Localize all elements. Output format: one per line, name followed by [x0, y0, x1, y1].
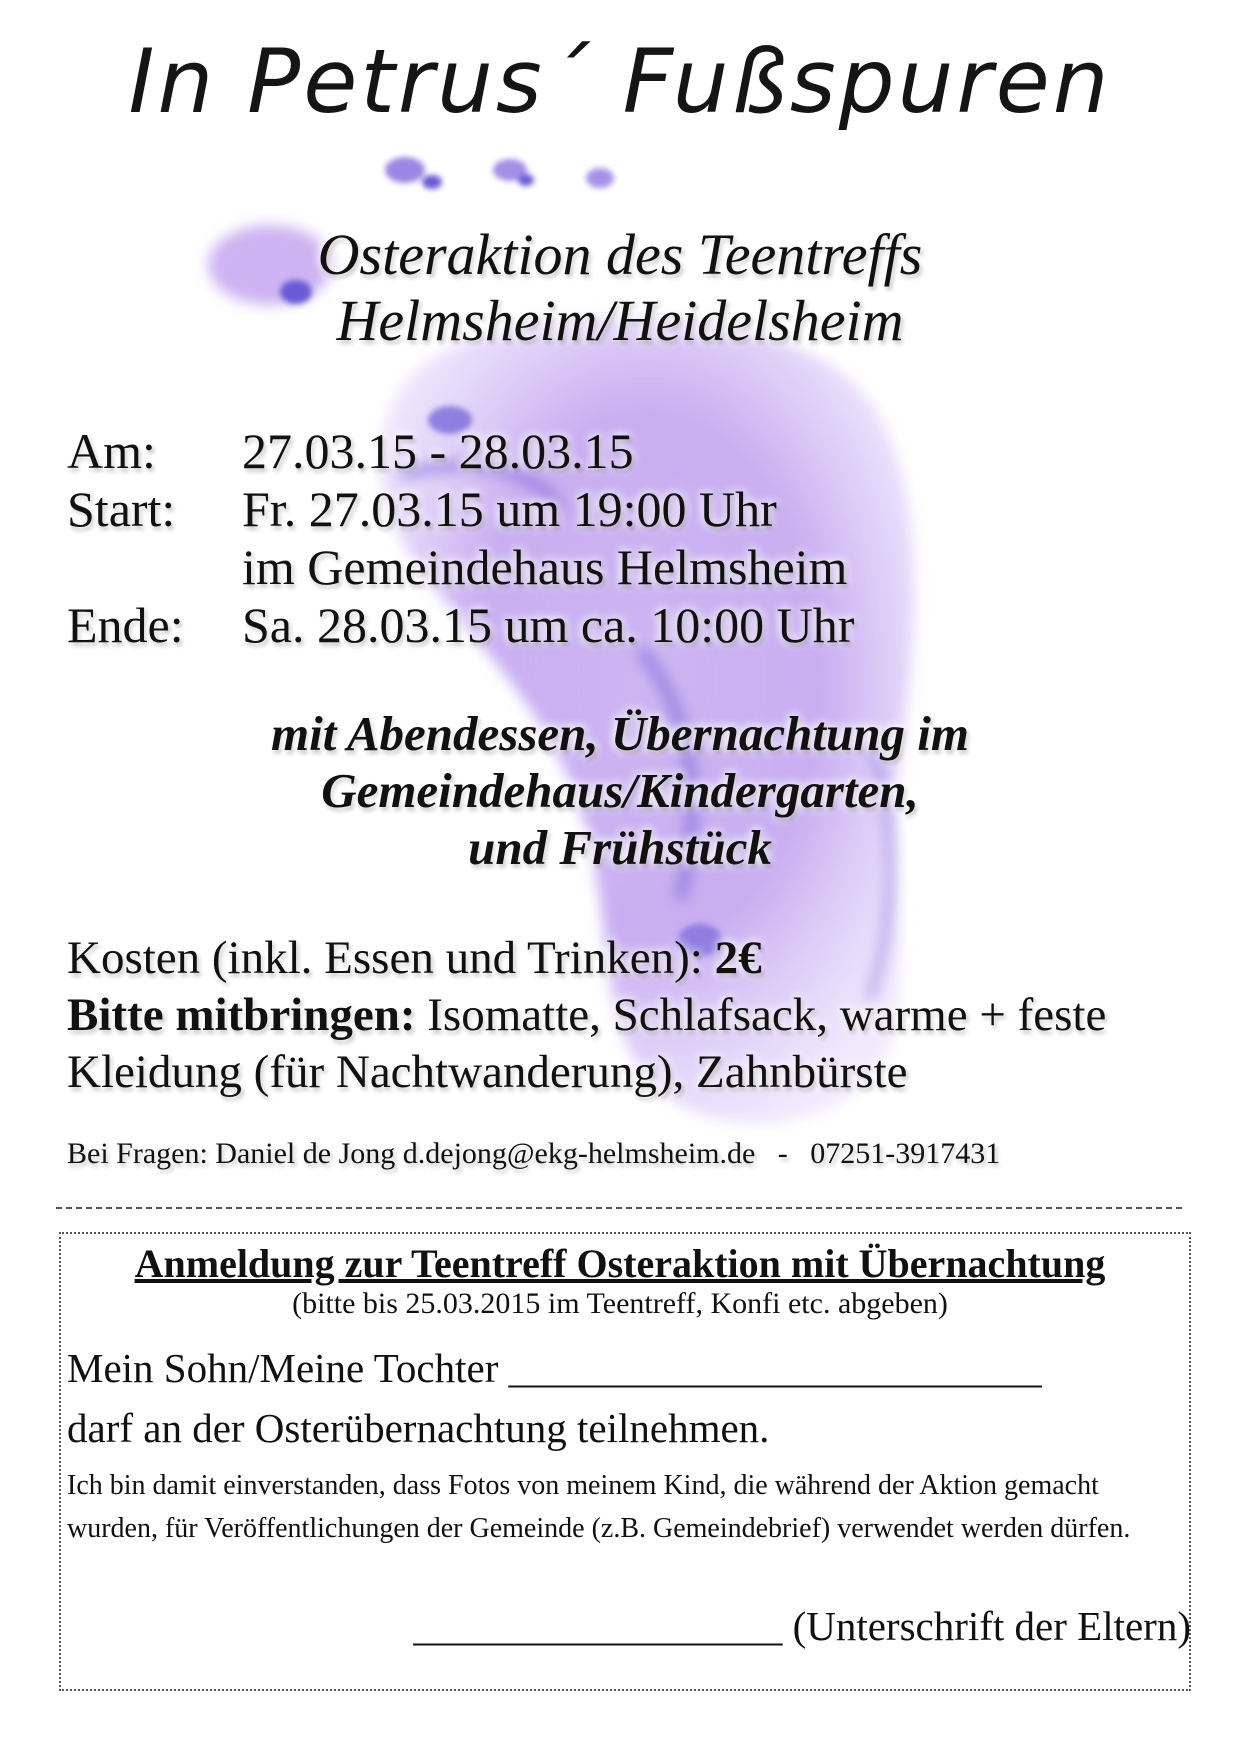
info-label	[67, 538, 242, 596]
costs-amount: 2€	[714, 932, 762, 984]
costs-info	[67, 930, 1207, 1101]
participation-statement: darf an der Osterübernachtung teilnehmen.	[67, 1405, 770, 1451]
info-row-location	[67, 538, 1167, 596]
info-row-date	[67, 422, 1167, 480]
info-row-end	[67, 596, 1167, 654]
info-value: Fr. 27.03.15 um 19:00 Uhr	[242, 481, 777, 537]
child-name-line[interactable]: Mein Sohn/Meine Tochter __________________________	[67, 1345, 1042, 1391]
info-value: Sa. 28.03.15 um ca. 10:00 Uhr	[242, 597, 855, 653]
info-value: 27.03.15 - 28.03.15	[242, 423, 634, 479]
info-row-start	[67, 480, 1167, 538]
parent-signature-line[interactable]: __________________ (Unterschrift der Eltern)	[413, 1603, 1191, 1649]
bring-line	[67, 987, 1207, 1101]
subtitle	[0, 222, 1240, 354]
meals-info	[0, 705, 1240, 876]
cut-line	[56, 1207, 1182, 1209]
photo-consent: Ich bin damit einverstanden, dass Fotos von meinem Kind, die während der Aktion gemacht wurden, für Veröffentlichungen der Gemeinde (z.B. Gemeindebrief) verwendet werden dürfen.	[67, 1470, 1131, 1544]
event-info	[67, 422, 1167, 654]
info-label: Am:	[67, 423, 156, 479]
contact-info: Bei Fragen: Daniel de Jong d.dejong@ekg-helmsheim.de - 07251-3917431	[67, 1137, 1001, 1170]
bring-label: Bitte mitbringen:	[67, 989, 416, 1041]
bring-items: Isomatte, Schlafsack, warme + feste Kleidung (für Nachtwanderung), Zahnbürste	[67, 989, 1107, 1098]
info-label: Start:	[67, 481, 176, 537]
flyer-title: In Petrus´ Fußspuren	[128, 30, 1112, 133]
meals-line1: mit Abendessen, Übernachtung im	[271, 706, 969, 761]
subtitle-line2: Helmsheim/Heidelsheim	[336, 288, 904, 353]
meals-line3: und Frühstück	[468, 820, 772, 875]
info-label: Ende:	[67, 597, 184, 653]
costs-line	[67, 930, 1207, 987]
costs-label: Kosten (inkl. Essen und Trinken):	[67, 932, 703, 984]
registration-deadline-note: (bitte bis 25.03.2015 im Teentreff, Konfi etc. abgeben)	[292, 1287, 948, 1320]
registration-title: Anmeldung zur Teentreff Osteraktion mit Übernachtung	[134, 1241, 1106, 1286]
subtitle-line1: Osteraktion des Teentreffs	[317, 222, 923, 287]
info-value: im Gemeindehaus Helmsheim	[242, 539, 848, 595]
meals-line2: Gemeindehaus/Kindergarten,	[321, 763, 919, 818]
